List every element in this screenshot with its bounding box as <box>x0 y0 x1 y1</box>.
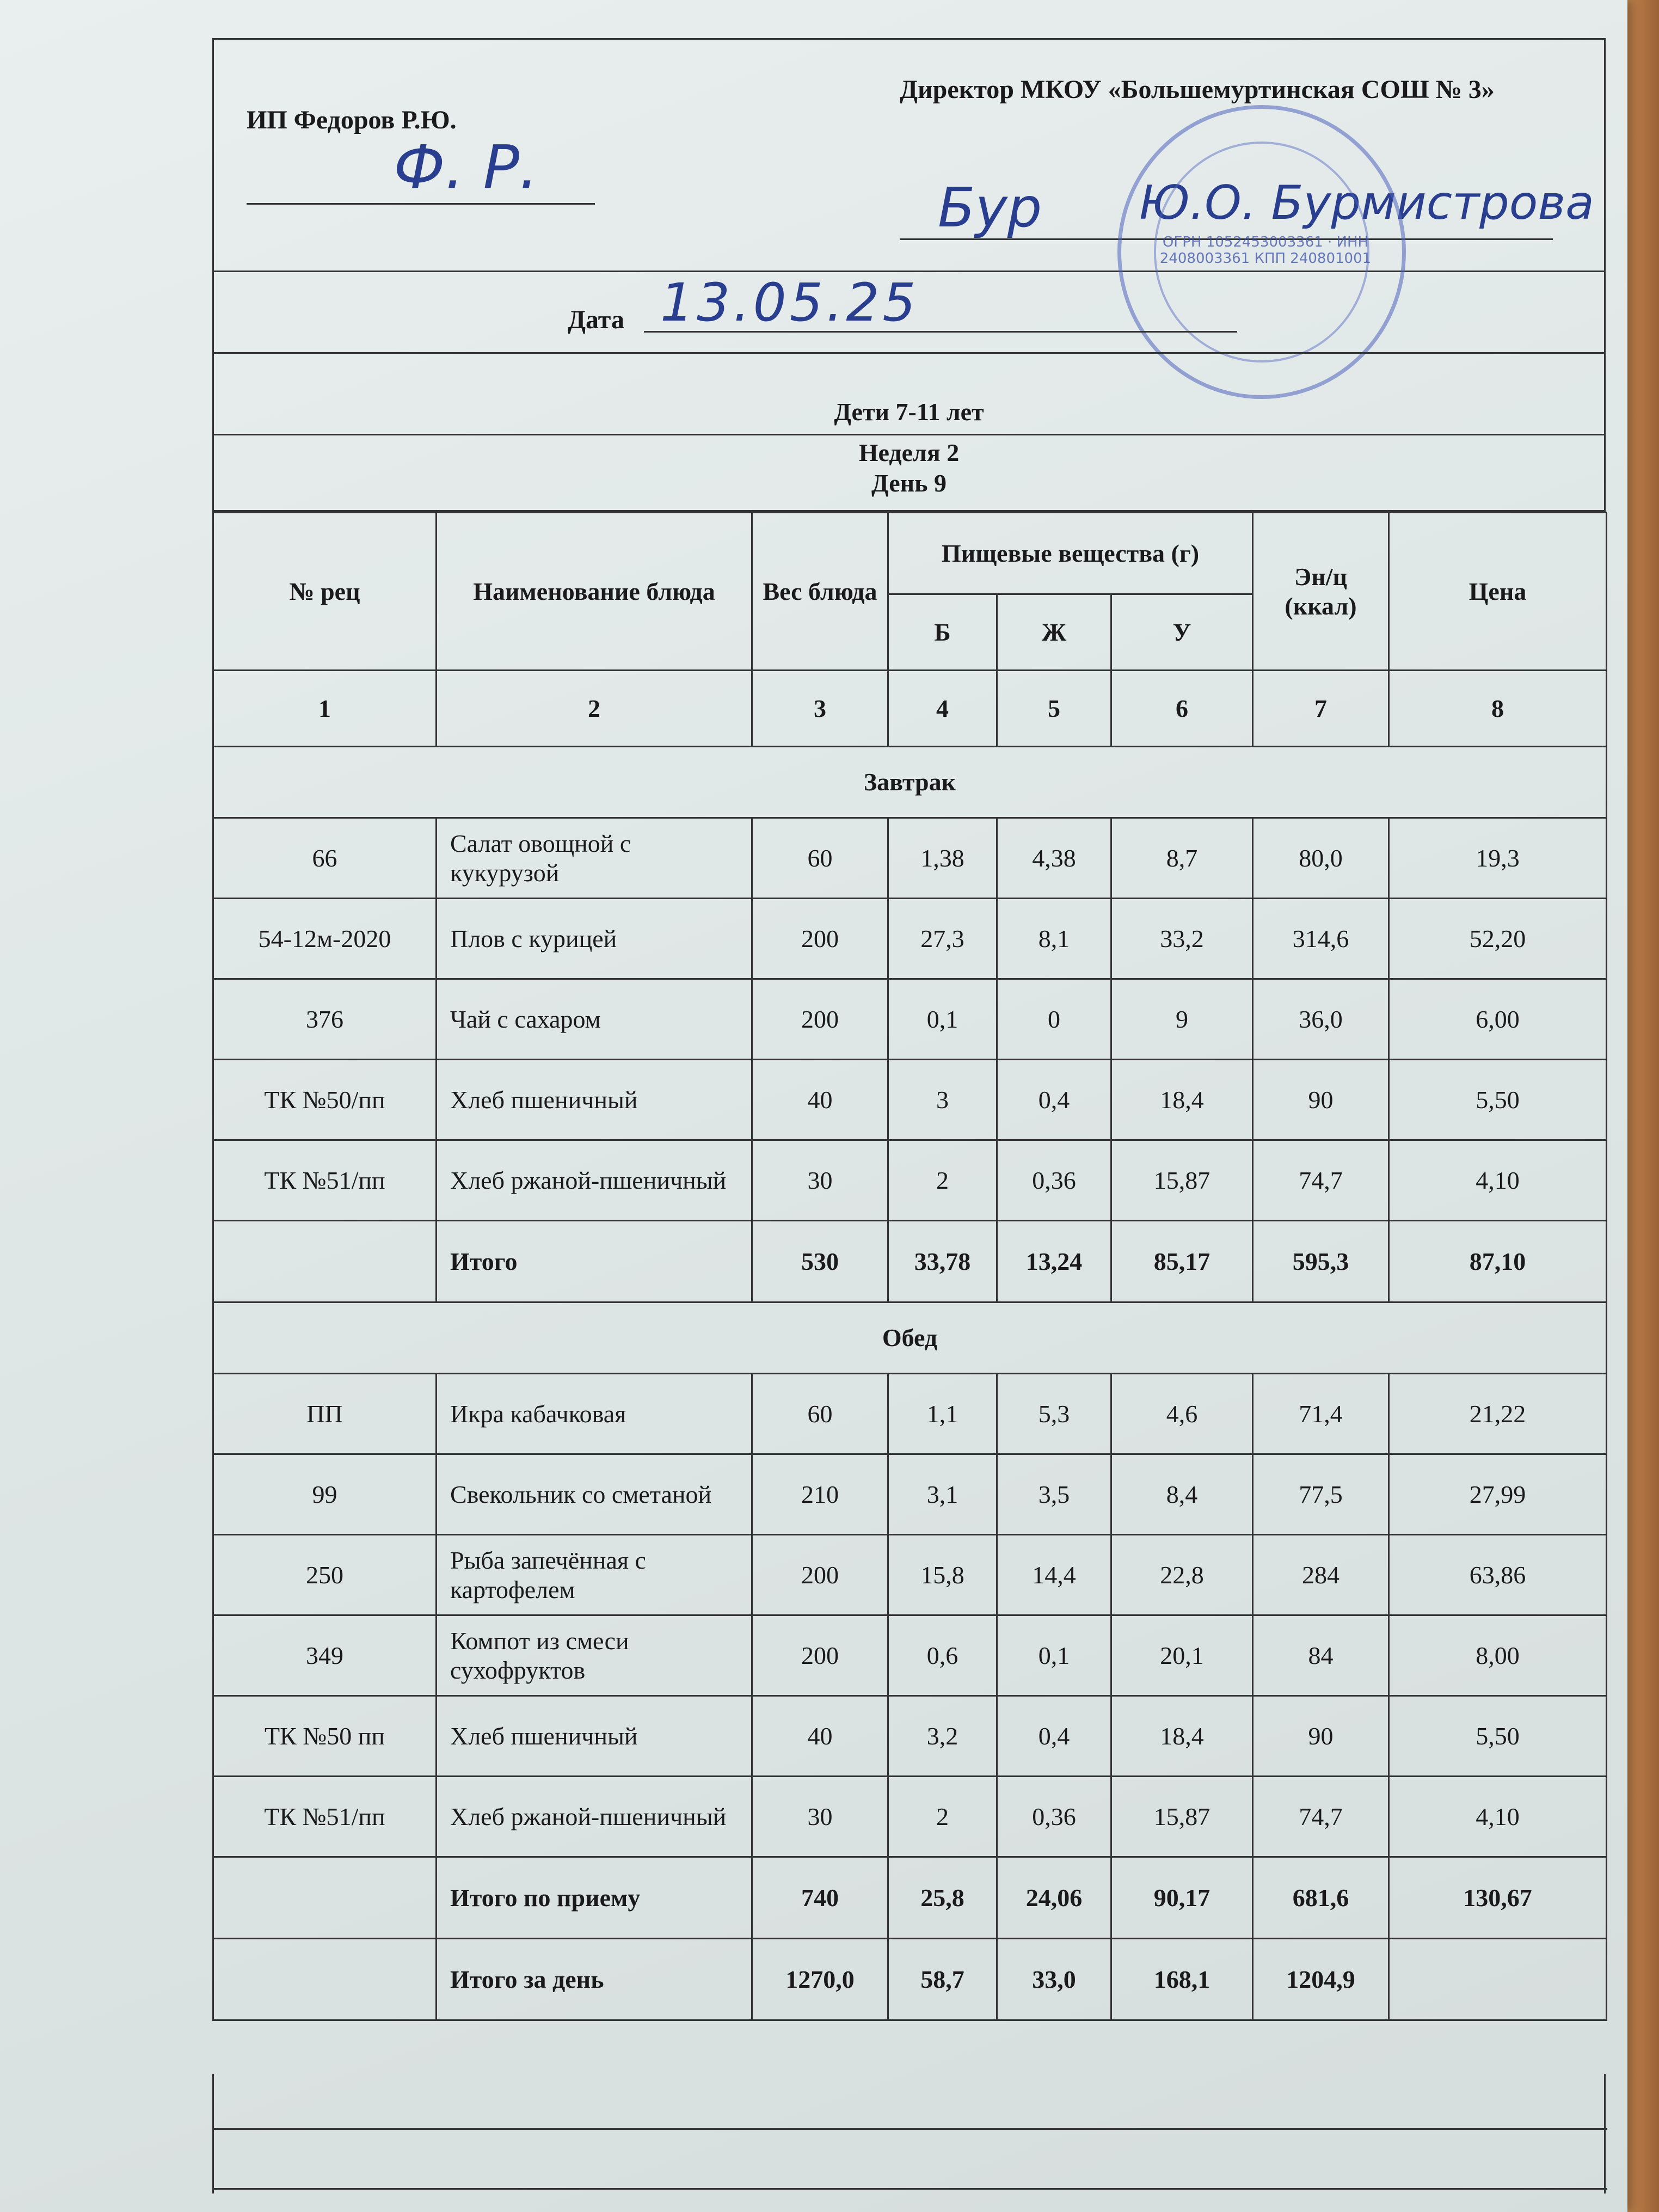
cell-zh: 0,4 <box>997 1060 1111 1140</box>
cell-weight: 60 <box>752 818 888 899</box>
cell-weight: 200 <box>752 899 888 979</box>
cell-weight: 200 <box>752 1615 888 1696</box>
cell-energy: 284 <box>1253 1535 1389 1615</box>
cell-weight: 40 <box>752 1696 888 1777</box>
document-frame <box>212 38 1606 2193</box>
col-number: 2 <box>437 671 752 747</box>
cell-price: 5,50 <box>1389 1060 1607 1140</box>
director-signature-name: Ю.О. Бурмистрова <box>1139 176 1594 230</box>
cell-weight: 60 <box>752 1374 888 1454</box>
cell-weight: 200 <box>752 979 888 1060</box>
cell-u: 168,1 <box>1111 1939 1253 2020</box>
cell-price: 5,50 <box>1389 1696 1607 1777</box>
cell-zh: 13,24 <box>997 1221 1111 1302</box>
cell-energy: 1204,9 <box>1253 1939 1389 2020</box>
director-title: Директор МКОУ «Большемуртинская СОШ № 3» <box>900 75 1495 104</box>
table-row <box>213 1140 1607 1221</box>
breakfast-section-row <box>213 747 1607 818</box>
day-text: День 9 <box>871 469 947 497</box>
cell-price: 4,10 <box>1389 1777 1607 1857</box>
lunch-title: Обед <box>213 1302 1607 1374</box>
cell-zh: 0,4 <box>997 1696 1111 1777</box>
cell-b: 1,1 <box>888 1374 997 1454</box>
cell-energy: 74,7 <box>1253 1140 1389 1221</box>
date-value: 13.05.25 <box>660 272 919 333</box>
cell-zh: 0,1 <box>997 1615 1111 1696</box>
table-row <box>213 1615 1607 1696</box>
col-price-header: Цена <box>1389 513 1607 671</box>
cell-name: Хлеб пшеничный <box>437 1060 752 1140</box>
cell-price: 21,22 <box>1389 1374 1607 1454</box>
cell-u: 85,17 <box>1111 1221 1253 1302</box>
cell-rec: ТК №50 пп <box>213 1696 437 1777</box>
cell-price: 6,00 <box>1389 979 1607 1060</box>
cell-u: 22,8 <box>1111 1535 1253 1615</box>
cell-zh: 14,4 <box>997 1535 1111 1615</box>
empty-bottom-rows <box>212 2074 1606 2193</box>
cell-zh: 0,36 <box>997 1140 1111 1221</box>
cell-weight: 740 <box>752 1857 888 1939</box>
table-row <box>213 1535 1607 1615</box>
cell-name: Свекольник со сметаной <box>437 1454 752 1535</box>
cell-name: Хлеб ржаной-пшеничный <box>437 1140 752 1221</box>
cell-rec <box>213 1939 437 2020</box>
cell-zh: 0 <box>997 979 1111 1060</box>
cell-name: Рыба запечённая с картофелем <box>437 1535 752 1615</box>
table-row <box>213 1777 1607 1857</box>
cell-energy: 74,7 <box>1253 1777 1389 1857</box>
cell-zh: 24,06 <box>997 1857 1111 1939</box>
col-number: 7 <box>1253 671 1389 747</box>
cell-u: 9 <box>1111 979 1253 1060</box>
cell-b: 27,3 <box>888 899 997 979</box>
col-b-header: Б <box>888 594 997 671</box>
cell-b: 3,1 <box>888 1454 997 1535</box>
col-zh-header: Ж <box>997 594 1111 671</box>
cell-energy: 80,0 <box>1253 818 1389 899</box>
cell-b: 2 <box>888 1140 997 1221</box>
cell-price: 63,86 <box>1389 1535 1607 1615</box>
cell-u: 4,6 <box>1111 1374 1253 1454</box>
cell-b: 1,38 <box>888 818 997 899</box>
cell-energy: 90 <box>1253 1060 1389 1140</box>
day-total-rows <box>213 1939 1607 2020</box>
cell-rec: 54-12м-2020 <box>213 899 437 979</box>
cell-rec <box>213 1221 437 1302</box>
cell-energy: 595,3 <box>1253 1221 1389 1302</box>
cell-rec: 250 <box>213 1535 437 1615</box>
date-row <box>212 272 1606 354</box>
header-row-1 <box>213 513 1607 594</box>
cell-rec: ТК №50/пп <box>213 1060 437 1140</box>
supplier-title: ИП Федоров Р.Ю. <box>247 106 457 134</box>
age-group-text: Дети 7-11 лет <box>834 398 984 426</box>
cell-b: 0,1 <box>888 979 997 1060</box>
cell-weight: 530 <box>752 1221 888 1302</box>
cell-name: Хлеб ржаной-пшеничный <box>437 1777 752 1857</box>
lunch-section-row <box>213 1302 1607 1374</box>
cell-b: 0,6 <box>888 1615 997 1696</box>
total-row <box>213 1221 1607 1302</box>
supplier-signature-line <box>247 203 595 205</box>
cell-name: Икра кабачковая <box>437 1374 752 1454</box>
director-signature-initials: Бур <box>938 176 1042 239</box>
approval-header <box>212 38 1606 272</box>
cell-price: 130,67 <box>1389 1857 1607 1939</box>
column-numbers-row <box>213 671 1607 747</box>
cell-u: 18,4 <box>1111 1696 1253 1777</box>
col-number: 3 <box>752 671 888 747</box>
col-rec-header: № рец <box>213 513 437 671</box>
cell-rec: ПП <box>213 1374 437 1454</box>
age-group-band <box>212 354 1606 435</box>
date-label: Дата <box>568 305 624 334</box>
cell-rec: 349 <box>213 1615 437 1696</box>
cell-energy: 84 <box>1253 1615 1389 1696</box>
cell-name: Салат овощной с кукурузой <box>437 818 752 899</box>
menu-table <box>212 512 1607 2021</box>
col-number: 5 <box>997 671 1111 747</box>
cell-rec: 66 <box>213 818 437 899</box>
table-row <box>213 1060 1607 1140</box>
breakfast-title: Завтрак <box>213 747 1607 818</box>
week-day-band <box>212 435 1606 512</box>
cell-energy: 314,6 <box>1253 899 1389 979</box>
cell-zh: 33,0 <box>997 1939 1111 2020</box>
cell-price: 27,99 <box>1389 1454 1607 1535</box>
cell-u: 15,87 <box>1111 1140 1253 1221</box>
table-row <box>213 818 1607 899</box>
cell-b: 2 <box>888 1777 997 1857</box>
cell-price: 19,3 <box>1389 818 1607 899</box>
cell-b: 15,8 <box>888 1535 997 1615</box>
supplier-signature: Ф. Р. <box>394 132 538 202</box>
col-number: 8 <box>1389 671 1607 747</box>
table-row <box>213 979 1607 1060</box>
cell-b: 33,78 <box>888 1221 997 1302</box>
cell-energy: 77,5 <box>1253 1454 1389 1535</box>
cell-b: 3 <box>888 1060 997 1140</box>
cell-weight: 210 <box>752 1454 888 1535</box>
cell-weight: 30 <box>752 1777 888 1857</box>
cell-zh: 4,38 <box>997 818 1111 899</box>
cell-u: 8,7 <box>1111 818 1253 899</box>
cell-energy: 90 <box>1253 1696 1389 1777</box>
lunch-rows <box>213 1374 1607 1939</box>
stamp-text: ОГРН 1052453003361 · ИНН 2408003361 КПП 240801001 <box>1159 234 1372 267</box>
cell-name: Хлеб пшеничный <box>437 1696 752 1777</box>
cell-name: Итого за день <box>437 1939 752 2020</box>
cell-name: Компот из смеси сухофруктов <box>437 1615 752 1696</box>
cell-rec: 376 <box>213 979 437 1060</box>
cell-price: 87,10 <box>1389 1221 1607 1302</box>
cell-name: Итого <box>437 1221 752 1302</box>
total-row <box>213 1857 1607 1939</box>
cell-energy: 36,0 <box>1253 979 1389 1060</box>
cell-rec: ТК №51/пп <box>213 1777 437 1857</box>
cell-weight: 40 <box>752 1060 888 1140</box>
cell-zh: 0,36 <box>997 1777 1111 1857</box>
cell-rec: 99 <box>213 1454 437 1535</box>
col-number: 4 <box>888 671 997 747</box>
cell-price: 8,00 <box>1389 1615 1607 1696</box>
cell-zh: 3,5 <box>997 1454 1111 1535</box>
cell-weight: 200 <box>752 1535 888 1615</box>
cell-zh: 5,3 <box>997 1374 1111 1454</box>
cell-name: Чай с сахаром <box>437 979 752 1060</box>
cell-energy: 681,6 <box>1253 1857 1389 1939</box>
col-u-header: У <box>1111 594 1253 671</box>
cell-name: Итого по приему <box>437 1857 752 1939</box>
col-number: 1 <box>213 671 437 747</box>
cell-u: 33,2 <box>1111 899 1253 979</box>
cell-u: 18,4 <box>1111 1060 1253 1140</box>
col-weight-header: Вес блюда <box>752 513 888 671</box>
cell-price: 4,10 <box>1389 1140 1607 1221</box>
cell-rec: ТК №51/пп <box>213 1140 437 1221</box>
cell-b: 25,8 <box>888 1857 997 1939</box>
col-name-header: Наименование блюда <box>437 513 752 671</box>
table-row <box>213 899 1607 979</box>
cell-price <box>1389 1939 1607 2020</box>
cell-rec <box>213 1857 437 1939</box>
col-energy-header: Эн/ц (ккал) <box>1253 513 1389 671</box>
col-nutrients-header: Пищевые вещества (г) <box>888 513 1253 594</box>
cell-u: 20,1 <box>1111 1615 1253 1696</box>
table-row <box>213 1374 1607 1454</box>
cell-u: 90,17 <box>1111 1857 1253 1939</box>
cell-weight: 1270,0 <box>752 1939 888 2020</box>
cell-b: 3,2 <box>888 1696 997 1777</box>
cell-weight: 30 <box>752 1140 888 1221</box>
rule-line <box>214 2188 1607 2190</box>
cell-u: 15,87 <box>1111 1777 1253 1857</box>
table-row <box>213 1696 1607 1777</box>
breakfast-rows <box>213 818 1607 1302</box>
cell-price: 52,20 <box>1389 899 1607 979</box>
rule-line <box>214 2128 1607 2130</box>
table-row <box>213 1454 1607 1535</box>
cell-energy: 71,4 <box>1253 1374 1389 1454</box>
cell-zh: 8,1 <box>997 899 1111 979</box>
col-number: 6 <box>1111 671 1253 747</box>
total-row <box>213 1939 1607 2020</box>
week-text: Неделя 2 <box>858 439 960 466</box>
cell-u: 8,4 <box>1111 1454 1253 1535</box>
cell-b: 58,7 <box>888 1939 997 2020</box>
cell-name: Плов с курицей <box>437 899 752 979</box>
